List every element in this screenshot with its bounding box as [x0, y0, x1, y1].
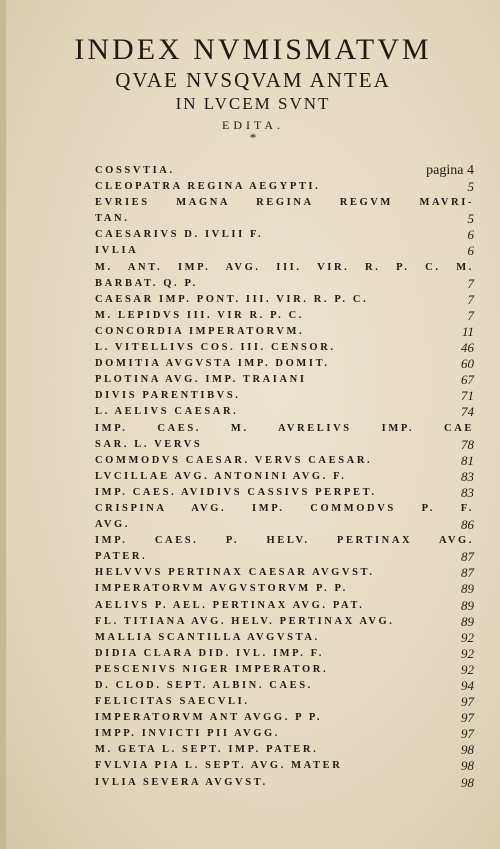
- index-entry: [95, 630, 474, 646]
- index-entry: [95, 614, 474, 630]
- entry-name: COMMODVS CAESAR. VERVS CAESAR.: [95, 454, 373, 466]
- entry-page-number: 97: [461, 694, 474, 710]
- index-entry: [95, 581, 474, 597]
- index-entry: [95, 549, 474, 565]
- index-entry: [95, 211, 474, 227]
- entry-name: CAESARIVS D. IVLII F.: [95, 229, 264, 241]
- index-entry: [95, 372, 474, 388]
- entry-page-number: 98: [461, 758, 474, 774]
- ornament-asterisk: *: [249, 130, 257, 145]
- index-entry: [95, 243, 474, 259]
- index-entry: [95, 742, 474, 758]
- entry-name: CAESAR IMP. PONT. III. VIR. R. P. C.: [95, 293, 369, 305]
- entry-name: M. ANT. IMP. AVG. III. VIR. R. P. C. M.: [95, 261, 474, 273]
- index-entry: [95, 453, 474, 469]
- entry-page-number: 89: [461, 597, 474, 613]
- entry-page-number: 86: [461, 517, 474, 533]
- index-entry: [95, 775, 474, 791]
- entry-name: COSSVTIA.: [95, 165, 175, 176]
- entry-page-number: 98: [461, 742, 474, 758]
- entry-name: IMPERATORVM ANT AVGG. P P.: [95, 712, 323, 724]
- entry-name: DIDIA CLARA DID. IVL. IMP. F.: [95, 647, 324, 659]
- entry-page-number: 60: [461, 356, 474, 372]
- entry-name: IMP. CAES. AVIDIVS CASSIVS PERPET.: [95, 486, 377, 498]
- index-entry: [95, 694, 474, 710]
- entry-name: CRISPINA AVG. IMP. COMMODVS P. F.: [95, 502, 474, 514]
- entry-page-number: 6: [467, 227, 474, 243]
- title-line-4: EDITA.: [221, 118, 285, 132]
- entry-page-number: 78: [461, 436, 474, 452]
- entry-page-number: 92: [461, 661, 474, 677]
- index-entry: [95, 517, 474, 533]
- entry-page-number: 74: [461, 404, 474, 420]
- index-entry: [95, 179, 474, 195]
- index-entry: [95, 646, 474, 662]
- entry-name: PATER.: [95, 551, 148, 563]
- title-block: [6, 0, 500, 144]
- entry-name: CLEOPATRA REGINA AEGYPTI.: [95, 181, 321, 193]
- entry-name: TAN.: [95, 213, 130, 225]
- entry-name: HELVVVS PERTINAX CAESAR AVGVST.: [95, 567, 375, 579]
- index-entry: [95, 565, 474, 581]
- entry-name: FELICITAS SAECVLI.: [95, 696, 250, 708]
- index-entry: [95, 324, 474, 340]
- index-entry: [95, 726, 474, 742]
- index-entry: [95, 292, 474, 308]
- entry-name: FL. TITIANA AVG. HELV. PERTINAX AVG.: [95, 615, 395, 627]
- entry-name: IMP. CAES. P. HELV. PERTINAX AVG.: [95, 535, 474, 547]
- index-entry: [95, 227, 474, 243]
- index-entry: [95, 260, 474, 276]
- entry-name: IVLIA SEVERA AVGVST.: [95, 776, 268, 788]
- entry-name: AVG.: [95, 519, 131, 531]
- index-entry: [95, 469, 474, 485]
- index-entry: [95, 404, 474, 420]
- index-entry: [95, 437, 474, 453]
- entry-name: L. AELIVS CAESAR.: [95, 406, 239, 418]
- entry-name: LVCILLAE AVG. ANTONINI AVG. F.: [95, 470, 347, 482]
- entry-page-number: 87: [461, 565, 474, 581]
- index-entry: [95, 308, 474, 324]
- index-list: [95, 163, 474, 791]
- entry-name: FVLVIA PIA L. SEPT. AVG. MATER: [95, 760, 343, 772]
- entry-name: DOMITIA AVGVSTA IMP. DOMIT.: [95, 358, 330, 370]
- entry-name: IMP. CAES. M. AVRELIVS IMP. CAE: [95, 422, 474, 434]
- index-entry: [95, 421, 474, 437]
- entry-name: SAR. L. VERVS: [95, 438, 203, 450]
- entry-page-number: 7: [467, 307, 474, 323]
- index-entry: [95, 533, 474, 549]
- index-entry: [95, 710, 474, 726]
- entry-name: M. GETA L. SEPT. IMP. PATER.: [95, 744, 319, 756]
- entry-page-number: 6: [467, 243, 474, 259]
- entry-page-number: 92: [461, 629, 474, 645]
- entry-page-number: 89: [461, 613, 474, 629]
- title-line-2: QVAE NVSQVAM ANTEA: [115, 68, 391, 92]
- entry-page-number: 46: [461, 340, 474, 356]
- entry-name: IMPP. INVICTI PII AVGG.: [95, 728, 280, 740]
- entry-page-number: 67: [461, 372, 474, 388]
- entry-page-number: 98: [461, 774, 474, 790]
- index-entry: [95, 598, 474, 614]
- entry-page-number: 83: [461, 484, 474, 500]
- entry-page-number: 89: [461, 581, 474, 597]
- entry-name: CONCORDIA IMPERATORVM.: [95, 325, 305, 337]
- entry-page-number: 7: [467, 291, 474, 307]
- entry-page-number: 97: [461, 726, 474, 742]
- index-entry: [95, 163, 474, 179]
- entry-name: BARBAT. Q. P.: [95, 277, 198, 289]
- entry-name: MALLIA SCANTILLA AVGVSTA.: [95, 631, 320, 643]
- index-entry: [95, 356, 474, 372]
- index-entry: [95, 485, 474, 501]
- entry-page-number: 94: [461, 678, 474, 693]
- title-line-1: INDEX NVMISMATVM: [74, 33, 432, 66]
- entry-name: AELIVS P. AEL. PERTINAX AVG. PAT.: [95, 599, 365, 611]
- index-entry: [95, 340, 474, 356]
- entry-page-number: 71: [461, 388, 474, 404]
- entry-page-number: 92: [461, 645, 474, 661]
- entry-name: DIVIS PARENTIBVS.: [95, 390, 241, 402]
- title-line-3: IN LVCEM SVNT: [175, 94, 331, 113]
- index-entry: [95, 758, 474, 774]
- index-entry: [95, 662, 474, 678]
- index-entry: [95, 501, 474, 517]
- entry-page-number: 97: [461, 710, 474, 726]
- entry-name: D. CLOD. SEPT. ALBIN. CAES.: [95, 680, 313, 691]
- entry-name: EVRIES MAGNA REGINA REGVM MAVRI-: [95, 197, 474, 209]
- entry-page-number: 7: [467, 275, 474, 291]
- entry-name: IMPERATORVM AVGVSTORVM P. P.: [95, 583, 348, 595]
- entry-page-number: 83: [461, 468, 474, 484]
- entry-name: IVLIA: [95, 245, 139, 257]
- entry-name: L. VITELLIVS COS. III. CENSOR.: [95, 342, 336, 354]
- index-entry: [95, 388, 474, 404]
- entry-name: M. LEPIDVS III. VIR R. P. C.: [95, 309, 305, 321]
- entry-name: PESCENIVS NIGER IMPERATOR.: [95, 663, 329, 675]
- entry-page-number: 5: [467, 211, 474, 227]
- entry-page-number: 11: [461, 323, 474, 339]
- entry-page-number: 81: [461, 452, 474, 468]
- index-entry: [95, 195, 474, 211]
- entry-page-number: 5: [467, 179, 474, 195]
- entry-name: PLOTINA AVG. IMP. TRAIANI: [95, 374, 307, 386]
- entry-page-number: pagina 4: [426, 163, 474, 178]
- entry-page-number: 87: [461, 549, 474, 565]
- index-entry: [95, 276, 474, 292]
- index-entry: [95, 678, 474, 694]
